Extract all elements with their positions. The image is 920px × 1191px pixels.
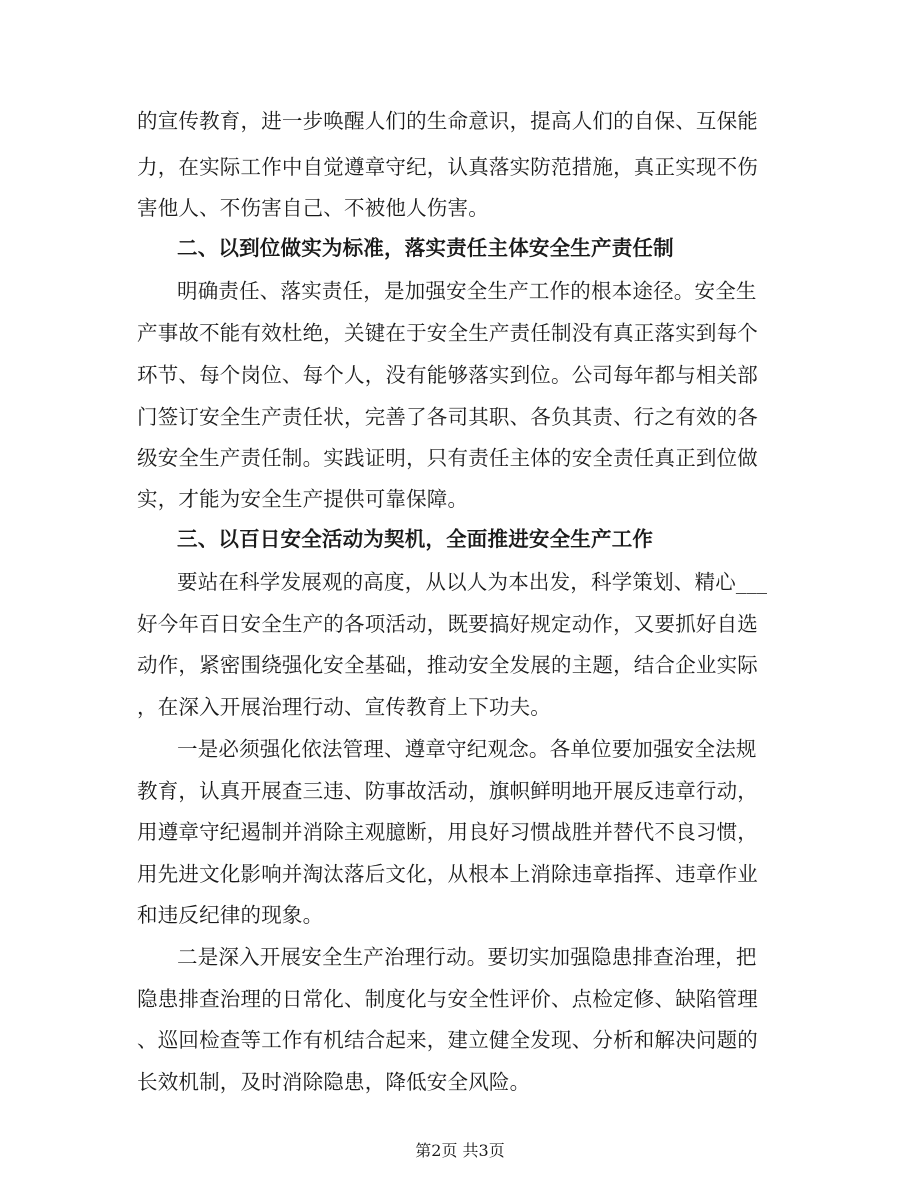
body-text-line: 力，在实际工作中自觉遵章守纪，认真落实防范措施，真正实现不伤 [137, 155, 758, 179]
body-text-line: 教育，认真开展查三违、防事故活动，旗帜鲜明地开展反违章行动， [137, 779, 758, 803]
body-text-line: 产事故不能有效杜绝，关键在于安全生产责任制没有真正落实到每个 [137, 321, 758, 345]
body-text-line: 、巡回检查等工作有机结合起来，建立健全发现、分析和解决问题的 [137, 1028, 758, 1052]
section-heading: 二、以到位做实为标准，落实责任主体安全生产责任制 [177, 236, 674, 260]
page-number: 第2页 共3页 [415, 1141, 505, 1160]
body-text-line: 动作，紧密围绕强化安全基础，推动安全发展的主题，结合企业实际 [137, 653, 758, 677]
body-text-line: 好今年百日安全生产的各项活动，既要搞好规定动作，又要抓好自选 [137, 612, 758, 636]
section-heading: 三、以百日安全活动为契机，全面推进安全生产工作 [177, 527, 654, 551]
body-text-line: 门签订安全生产责任状，完善了各司其职、各负其责、行之有效的各 [137, 405, 758, 429]
body-text-line: 二是深入开展安全生产治理行动。要切实加强隐患排查治理，把 [177, 945, 757, 969]
body-text-line: 级安全生产责任制。实践证明，只有责任主体的安全责任真正到位做 [137, 446, 758, 470]
body-text-line: 和违反纪律的现象。 [137, 903, 324, 927]
body-text-line: 用先进文化影响并淘汰落后文化，从根本上消除违章指挥、违章作业 [137, 862, 758, 886]
body-text-line: 要站在科学发展观的高度，从以人为本出发，科学策划、精心___ [177, 570, 768, 594]
body-text-line: 害他人、不伤害自己、不被他人伤害。 [137, 196, 489, 220]
body-text-line: 实，才能为安全生产提供可靠保障。 [137, 487, 469, 511]
body-text-line: 长效机制，及时消除隐患，降低安全风险。 [137, 1070, 531, 1094]
body-text-line: 隐患排查治理的日常化、制度化与安全性评价、点检定修、缺陷管理 [137, 987, 758, 1011]
body-text-line: 的宣传教育，进一步唤醒人们的生命意识，提高人们的自保、互保能 [137, 109, 758, 133]
body-text-line: 用遵章守纪遏制并消除主观臆断，用良好习惯战胜并替代不良习惯， [137, 820, 758, 844]
body-text-line: ，在深入开展治理行动、宣传教育上下功夫。 [137, 695, 551, 719]
body-text-line: 明确责任、落实责任，是加强安全生产工作的根本途径。安全生 [177, 279, 757, 303]
body-text-line: 一是必须强化依法管理、遵章守纪观念。各单位要加强安全法规 [177, 737, 757, 761]
body-text-line: 环节、每个岗位、每个人，没有能够落实到位。公司每年都与相关部 [137, 363, 758, 387]
